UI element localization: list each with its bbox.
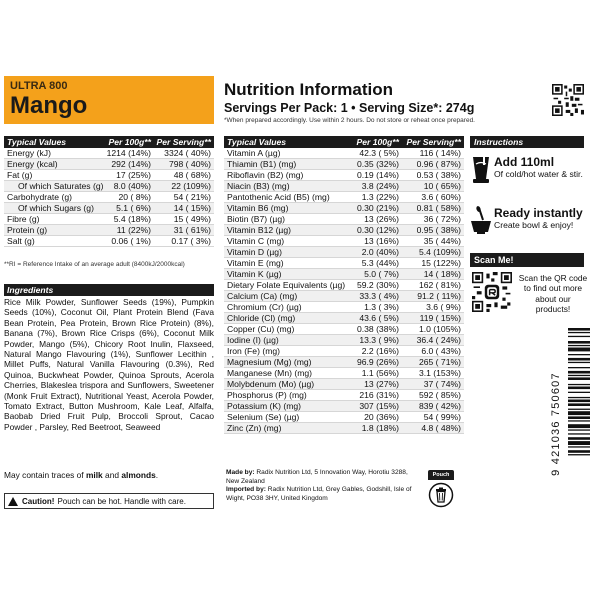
row-serving: 0.53 ( 38%) [416, 170, 461, 180]
barcode-bar [568, 441, 590, 445]
header-typical: Typical Values [227, 137, 287, 147]
row-per100: 1.3 ( 3%) [364, 302, 399, 312]
table-row [4, 236, 214, 247]
row-serving: 5.4 (109%) [418, 247, 461, 257]
scan-heading: Scan Me! [470, 253, 584, 267]
row-per100: 0.30 (21%) [356, 203, 399, 213]
row-label: Iodine (I) (µg) [227, 335, 279, 345]
ri-note: **RI = Reference Intake of an average adult (8400kJ/2000kcal) [4, 261, 185, 268]
table-row [224, 390, 464, 401]
row-label: Calcium (Ca) (mg) [227, 291, 298, 301]
qr-code-icon[interactable] [552, 84, 584, 116]
row-label: Fibre (g) [7, 214, 40, 224]
allergen-and: and [102, 470, 122, 480]
barcode-bar [568, 375, 590, 376]
table-row [224, 357, 464, 368]
barcode-bar [568, 377, 590, 380]
row-serving: 4.8 ( 48%) [421, 423, 461, 433]
table-row [224, 236, 464, 247]
row-per100: 5.0 ( 7%) [364, 269, 399, 279]
row-label: Copper (Cu) (mg) [227, 324, 295, 334]
table-row [224, 269, 464, 280]
row-label: Of which Saturates (g) [18, 181, 104, 191]
barcode-bar [568, 345, 590, 346]
row-serving: 54 ( 21%) [173, 192, 211, 202]
row-serving: 839 ( 42%) [418, 401, 461, 411]
row-label: Potassium (K) (mg) [227, 401, 302, 411]
row-per100: 33.3 ( 4%) [359, 291, 399, 301]
barcode-bar [568, 332, 590, 333]
row-label: Chromium (Cr) (µg) [227, 302, 302, 312]
row-serving: 15 (122%) [421, 258, 461, 268]
row-per100: 13 (27%) [364, 379, 399, 389]
barcode-bar [568, 354, 590, 355]
header-typical: Typical Values [7, 137, 67, 147]
row-per100: 5.1 ( 6%) [116, 203, 151, 213]
barcode-bar [568, 384, 590, 385]
row-per100: 0.19 (14%) [356, 170, 399, 180]
imported-by-text: Radix Nutrition Ltd, Grey Gables, Godshill, Isle of Wight, PO38 3HY, United Kingdom [226, 486, 412, 502]
barcode-bar [568, 392, 590, 393]
row-per100: 17 (25%) [116, 170, 151, 180]
barcode-bar [568, 416, 590, 419]
allergen-suffix: . [155, 470, 159, 480]
caution-label: Caution! [22, 496, 55, 506]
barcode-bar [568, 397, 590, 398]
row-serving: 1.0 (105%) [418, 324, 461, 334]
barcode-bar [568, 336, 590, 337]
row-serving: 3.6 ( 60%) [421, 192, 461, 202]
step-1-title: Add 110ml [494, 155, 555, 169]
row-serving: 15 ( 49%) [173, 214, 211, 224]
row-per100: 11 (22%) [116, 225, 151, 235]
row-label: Vitamin K (µg) [227, 269, 282, 279]
row-serving: 3.6 ( 9%) [426, 302, 461, 312]
row-label: Vitamin A (µg) [227, 148, 281, 158]
table-row [224, 214, 464, 225]
table-row [224, 203, 464, 214]
made-by-text: Radix Nutrition Ltd, 5 Innovation Way, Horotiu 3288, New Zealand [226, 469, 408, 485]
nutrition-title: Nutrition Information [224, 80, 394, 99]
row-label: Vitamin D (µg) [227, 247, 282, 257]
row-serving: 6.0 ( 43%) [421, 346, 461, 356]
barcode-bar [568, 424, 590, 428]
row-label: Niacin (B3) (mg) [227, 181, 290, 191]
nutrition-header [224, 80, 544, 124]
pour-water-icon [470, 155, 492, 185]
manufacturer-info [226, 469, 422, 503]
row-per100: 43.6 ( 5%) [359, 313, 399, 323]
row-label: Zinc (Zn) (mg) [227, 423, 282, 433]
table-row [224, 159, 464, 170]
barcode-bars [568, 326, 590, 522]
table-row [4, 170, 214, 181]
barcode-bar [568, 433, 590, 434]
table-row [4, 214, 214, 225]
table-row [224, 379, 464, 390]
table-row [224, 335, 464, 346]
table-row [224, 291, 464, 302]
row-serving: 35 ( 44%) [423, 236, 461, 246]
row-per100: 5.3 (44%) [361, 258, 399, 268]
row-serving: 14 ( 15%) [173, 203, 211, 213]
product-qr-code[interactable] [472, 272, 512, 312]
row-label: Carbohydrate (g) [7, 192, 72, 202]
table-row [224, 225, 464, 236]
barcode-bar [568, 429, 590, 430]
row-per100: 13 (26%) [364, 214, 399, 224]
row-serving: 0.81 ( 58%) [416, 203, 461, 213]
row-per100: 5.4 (18%) [113, 214, 151, 224]
table-row [224, 324, 464, 335]
allergen-milk: milk [85, 470, 103, 480]
row-label: Energy (kJ) [7, 148, 51, 158]
barcode-bar [568, 403, 590, 406]
row-label: Fat (g) [7, 170, 33, 180]
row-serving: 0.95 ( 38%) [416, 225, 461, 235]
row-serving: 48 ( 68%) [173, 170, 211, 180]
row-per100: 216 (31%) [359, 390, 399, 400]
allergen-almonds: almonds [121, 470, 156, 480]
row-serving: 3.1 (153%) [418, 368, 461, 378]
table-row [224, 368, 464, 379]
table-row [224, 412, 464, 423]
instructions-heading: Instructions [470, 136, 584, 148]
row-serving: 10 ( 65%) [423, 181, 461, 191]
table-row [4, 159, 214, 170]
header-per100: Per 100g** [356, 137, 399, 147]
scan-text: Scan the QR code to find out more about our products! [518, 273, 588, 315]
row-per100: 96.9 (26%) [356, 357, 399, 367]
row-serving: 592 ( 85%) [418, 390, 461, 400]
header-serving: Per Serving** [156, 137, 211, 147]
row-label: Magnesium (Mg) (mg) [227, 357, 312, 367]
barcode-bar [568, 371, 590, 374]
allergen-note [4, 470, 214, 480]
row-serving: 0.17 ( 3%) [171, 236, 211, 246]
row-per100: 20 (36%) [364, 412, 399, 422]
row-label: Chloride (Cl) (mg) [227, 313, 296, 323]
table-row [224, 401, 464, 412]
brand-block [4, 76, 214, 124]
row-serving: 91.2 ( 11%) [417, 291, 461, 301]
row-per100: 2.0 (40%) [361, 247, 399, 257]
table-row [224, 346, 464, 357]
row-per100: 3.8 (24%) [361, 181, 399, 191]
nutrition-table [4, 136, 214, 247]
row-label: Vitamin B6 (mg) [227, 203, 289, 213]
row-label: Dietary Folate Equivalents (µg) [227, 280, 346, 290]
barcode-bar [568, 367, 590, 368]
barcode [548, 326, 592, 522]
header-per100: Per 100g** [108, 137, 151, 147]
pouch-label: Pouch [428, 470, 454, 480]
row-label: Vitamin C (mg) [227, 236, 285, 246]
row-label: Molybdenum (Mo) (µg) [227, 379, 315, 389]
barcode-bar [568, 400, 590, 403]
row-per100: 307 (15%) [359, 401, 399, 411]
row-per100: 0.06 ( 1%) [111, 236, 151, 246]
row-per100: 2.2 (16%) [361, 346, 399, 356]
row-per100: 292 (14%) [111, 159, 151, 169]
row-per100: 0.35 (32%) [356, 159, 399, 169]
row-per100: 0.30 (12%) [356, 225, 399, 235]
row-label: Vitamin E (mg) [227, 258, 284, 268]
row-label: Of which Sugars (g) [18, 203, 94, 213]
barcode-bar [568, 358, 590, 361]
caution-text: Pouch can be hot. Handle with care. [57, 496, 186, 506]
table-header [4, 136, 214, 148]
table-row [224, 280, 464, 291]
row-serving: 37 ( 74%) [423, 379, 461, 389]
table-row [4, 148, 214, 159]
row-serving: 36 ( 72%) [423, 214, 461, 224]
table-row [224, 313, 464, 324]
barcode-bar [568, 437, 590, 440]
row-label: Riboflavin (B2) (mg) [227, 170, 304, 180]
bin-icon [428, 480, 454, 508]
table-row [224, 170, 464, 181]
barcode-bar [568, 420, 590, 421]
serving-info: Servings Per Pack: 1 • Serving Size*: 274g [224, 101, 475, 115]
row-label: Biotin (B7) (µg) [227, 214, 285, 224]
ingredients-heading: Ingredients [4, 284, 214, 296]
row-per100: 42.3 ( 5%) [359, 148, 399, 158]
header-serving: Per Serving** [406, 137, 461, 147]
row-label: Vitamin B12 (µg) [227, 225, 292, 235]
row-per100: 1.8 (18%) [361, 423, 399, 433]
row-label: Manganese (Mn) (mg) [227, 368, 313, 378]
flavour-name: Mango [10, 92, 88, 119]
row-label: Thiamin (B1) (mg) [227, 159, 297, 169]
row-serving: 54 ( 99%) [423, 412, 461, 422]
barcode-number: 9 421036 750607 [550, 372, 562, 476]
row-per100: 0.38 (38%) [356, 324, 399, 334]
row-per100: 20 ( 8%) [118, 192, 151, 202]
barcode-bar [568, 446, 590, 447]
row-label: Pantothenic Acid (B5) (mg) [227, 192, 330, 202]
warning-icon [8, 497, 18, 506]
row-label: Selenium (Se) (µg) [227, 412, 300, 422]
barcode-bar [568, 387, 590, 390]
barcode-bar [568, 341, 590, 344]
table-row [224, 148, 464, 159]
row-serving: 119 ( 15%) [419, 313, 461, 323]
row-per100: 8.0 (40%) [113, 181, 151, 191]
table-row [4, 181, 214, 192]
row-serving: 3324 ( 40%) [164, 148, 211, 158]
step-2-title: Ready instantly [494, 206, 583, 220]
allergen-prefix: May contain traces of [4, 470, 86, 480]
table-row [4, 192, 214, 203]
table-row [4, 225, 214, 236]
barcode-bar [568, 409, 590, 410]
table-row [224, 258, 464, 269]
step-1-text: Of cold/hot water & stir. [494, 169, 583, 179]
barcode-bar [568, 454, 590, 455]
imported-by-label: Imported by: [226, 486, 266, 494]
row-label: Protein (g) [7, 225, 48, 235]
barcode-bar [568, 362, 590, 363]
barcode-bar [568, 328, 590, 331]
row-serving: 798 ( 40%) [168, 159, 211, 169]
row-serving: 31 ( 61%) [173, 225, 211, 235]
row-per100: 1.3 (22%) [361, 192, 399, 202]
ingredients-text: Rice Milk Powder, Sunflower Seeds (19%), Pumpkin Seeds (10%), Coconut Oil, Plant Protein Blend (Fava Bean Protein, Pea Protein, Brown Rice Protein) (8%), Banana (7%), Brown Rice Crisps (6%), Coconut Milk Powder, Mango (5%), Chicory Root Inulin, Flaxseed, Natural Mango Flavouring (1%), Sunflower Lecithin , Millet Puffs, Natural Vanilla Flavouring (0.3%), Red Quinoa, Buckwheat Powder, Quinoa Sprouts, Acerola Cherries, Blakeslea trispora and Sunflowers, Sweetener (Monk Fruit Extract), Nutritional Yeast, Acerola Powder, Tomato Extract, Button Mushroom, Kale Leaf, Alfalfa, Baobab Dried Fruit Pulp, Broccoli Sprout, Cacao Powder , Parsley, Red Beetroot, Seaweed [4, 297, 214, 432]
row-per100: 1214 (14%) [106, 148, 151, 158]
product-line: ULTRA 800 [10, 80, 68, 92]
row-label: Salt (g) [7, 236, 35, 246]
table-row [224, 181, 464, 192]
table-row [4, 203, 214, 214]
row-per100: 13.3 ( 9%) [359, 335, 399, 345]
pouch-recycle-badge [428, 470, 454, 510]
preparation-note: *When prepared accordingly. Use within 2 hours. Do not store or reheat once prepared. [224, 117, 475, 124]
table-row [224, 302, 464, 313]
row-serving: 22 (109%) [171, 181, 211, 191]
table-header [224, 136, 464, 148]
row-serving: 14 ( 18%) [423, 269, 461, 279]
barcode-bar [568, 411, 590, 415]
row-serving: 36.4 ( 24%) [416, 335, 461, 345]
row-serving: 265 ( 71%) [418, 357, 461, 367]
row-serving: 162 ( 81%) [418, 280, 461, 290]
bowl-spoon-icon [470, 206, 492, 236]
micronutrient-table [224, 136, 464, 434]
table-row [224, 247, 464, 258]
row-serving: 116 ( 14%) [419, 148, 461, 158]
row-per100: 13 (16%) [364, 236, 399, 246]
table-row [224, 423, 464, 434]
made-by-label: Made by: [226, 469, 255, 476]
barcode-bar [568, 450, 590, 453]
row-label: Phosphorus (P) (mg) [227, 390, 307, 400]
row-per100: 59.2 (30%) [356, 280, 399, 290]
barcode-bar [568, 348, 590, 352]
row-label: Iron (Fe) (mg) [227, 346, 280, 356]
caution-box [4, 493, 214, 509]
table-row [224, 192, 464, 203]
row-serving: 0.96 ( 87%) [416, 159, 461, 169]
row-per100: 1.1 (56%) [361, 368, 399, 378]
step-2-text: Create bowl & enjoy! [494, 220, 574, 230]
row-label: Energy (kcal) [7, 159, 58, 169]
